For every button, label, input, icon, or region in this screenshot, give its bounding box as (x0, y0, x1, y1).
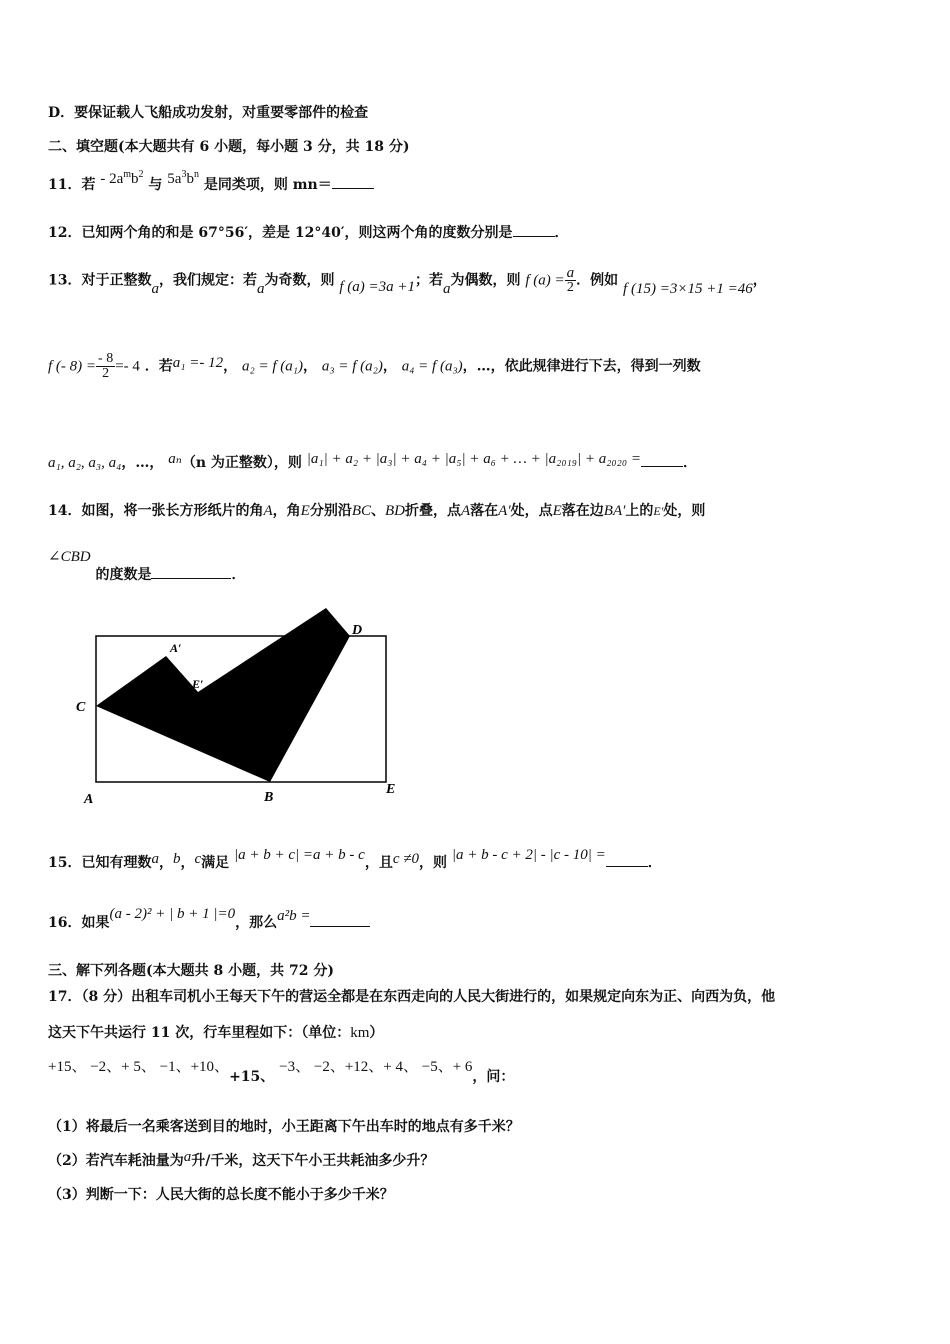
q17-data-a: +15、 −2、+ 5、 −1、+10、 (48, 1059, 230, 1075)
q15-text-b: 满足 (201, 855, 230, 871)
q13-text-f: ．例如 (576, 272, 619, 289)
q14-text-g: 落在边 (561, 503, 604, 519)
folding-figure (70, 600, 420, 805)
q14-BC: BC (351, 503, 371, 519)
q13-var-a-2: a (256, 280, 265, 297)
question-14-line-1 (48, 502, 705, 520)
q13-cond: （n 为正整数），则 (181, 455, 302, 471)
label-A: A (84, 792, 94, 805)
folded-region (96, 608, 350, 782)
question-15 (48, 847, 662, 872)
q14-text-line2: 的度数是 (95, 567, 152, 583)
question-17-sub-2 (48, 1149, 435, 1170)
q14-E-2: E (552, 503, 562, 519)
q12-end: ． (554, 225, 569, 241)
q13-comma: ， (752, 272, 767, 289)
q13-end: ． (682, 455, 697, 471)
q14-BAp: BA′ (603, 503, 626, 519)
q13-text-d: ；若 (415, 272, 444, 289)
question-17-line-2 (48, 1024, 383, 1042)
q17-data-c: −3、 −2、+12、+ 4、 −5、+ 6 (279, 1059, 473, 1075)
q15-condition-2: c ≠0 (392, 851, 419, 867)
q11-expr2: $5a^3b^n$ (167, 169, 199, 187)
q13-f-odd: f (a) =3a +1 (339, 278, 416, 295)
option-d: D．要保证载人飞船成功发射，对重要零部件的检查 (48, 105, 369, 121)
q15-sep-2: ， (180, 855, 195, 871)
q11-prefix: 11．若 (48, 177, 96, 193)
q14-text-i: 处，则 (663, 503, 706, 519)
q11-with: 与 (148, 177, 163, 193)
q16-answer-blank[interactable] (310, 912, 370, 927)
question-11 (48, 169, 374, 194)
q17-text-line2: 这天下午共运行 11 次，行车里程如下：（单位： (48, 1025, 351, 1041)
section-3-heading: 三、解下列各题(本大题共 8 小题，共 72 分) (48, 963, 334, 979)
q17-unit: km (350, 1025, 370, 1041)
q13-fraction-2: $\frac{- 8}{2}$ (98, 351, 114, 381)
q13-text-c: 为奇数，则 (264, 272, 335, 289)
q13-fraction: $\frac{a}{2}$ (566, 265, 575, 295)
question-14-line-2 (48, 549, 246, 583)
question-13-line-2: f (- 8) = $\frac{- 8}{2}$ =- 4 ．若a₁ =- 12， a₂ = f (a₁)， a₃ = f (a₂)， a₄ = f (a₃)，…，依此规律进行下去，得到一列数 (48, 351, 701, 381)
q15-answer-blank[interactable] (606, 852, 648, 867)
q16-expression-2: a²b = (277, 908, 311, 924)
q12-answer-blank[interactable] (513, 222, 555, 237)
q14-text-c: 分别沿 (309, 503, 352, 519)
q13-if: ．若 (144, 358, 173, 375)
q11-tail: 是同类项，则 mn＝ (203, 177, 332, 193)
section-2-heading: 二、填空题(本大题共有 6 小题，每小题 3 分，共 18 分) (48, 139, 410, 155)
q13-a4: a₄ = f (a₃) (401, 358, 463, 375)
q13-text-e: 为偶数，则 (450, 272, 521, 289)
question-17-line-1: 17．（8 分）出租车司机小王每天下午的营运全都是在东西走向的人民大街进行的，如果规定向东为正、向西为负，他 (48, 989, 776, 1005)
q14-E: E (300, 503, 310, 519)
q13-text-b: ，我们规定：若 (158, 272, 257, 289)
q13-var-a-3: a (443, 280, 451, 297)
label-A-prime: A′ (170, 641, 182, 655)
q13-an: aₙ (168, 451, 182, 467)
q11-expr1: - $2a^mb^2$ (100, 169, 144, 187)
q14-angle: ∠CBD (48, 549, 91, 565)
q13-sum: |a₁| + a₂ + |a₃| + a₄ + |a₅| + a₆ + … + |a₂₀₁₉| + a₂₀₂₀ = (306, 451, 641, 467)
q14-A-2: A (461, 503, 471, 519)
q17-sub2-text-a: （2）若汽车耗油量为 (48, 1153, 184, 1169)
q15-c: c (194, 851, 202, 867)
q15-text-d: ，则 (418, 855, 447, 871)
q14-text-f: 处，点 (510, 503, 553, 519)
q15-expression: |a + b - c + 2| - |c - 10| = (451, 847, 606, 863)
q13-var-a: a (151, 280, 159, 297)
q13-text-a: 13．对于正整数 (48, 272, 152, 289)
q13-example: f (15) =3×15 +1 =46 (623, 280, 753, 297)
q17-sub2-var: a (183, 1149, 192, 1165)
q17-data-b: +15、 (229, 1069, 275, 1085)
q14-text-e: 落在 (470, 503, 499, 519)
q17-data-end: ，问： (472, 1069, 515, 1085)
q15-text-a: 15．已知有理数 (48, 855, 152, 871)
label-C: C (76, 700, 86, 715)
q14-text-b: ，角 (272, 503, 301, 519)
q15-text-c: ，且 (364, 855, 393, 871)
q13-f-minus8: f (- 8) = (48, 358, 97, 375)
label-B: B (264, 790, 274, 805)
q13-f-even: f (a) = (525, 272, 565, 289)
q14-Ep: E′ (653, 504, 664, 518)
q15-b: b (172, 851, 181, 867)
q13-answer-blank[interactable] (641, 452, 683, 467)
label-D: D (352, 623, 363, 638)
q14-dun: 、 (371, 503, 385, 519)
q17-sub2-text-b: 升/千米，这天下午小王共耗油多少升？ (191, 1153, 435, 1169)
q13-a3: a₃ = f (a₂) (321, 358, 383, 375)
q13-a2: a₂ = f (a₁) (242, 358, 303, 375)
question-12 (48, 222, 569, 242)
q13-a1: a₁ =- 12 (172, 354, 224, 371)
q14-text-d: 折叠，点 (405, 503, 461, 519)
question-17-sub-3: （3）判断一下：人民大街的总长度不能小于多少千米？ (48, 1187, 394, 1203)
q16-expression: (a - 2)² + | b + 1 |=0 (109, 906, 236, 922)
q14-text-a: 14．如图，将一张长方形纸片的角 (48, 503, 264, 519)
q15-sep-1: ， (158, 855, 173, 871)
question-17-data (48, 1058, 515, 1085)
label-E-prime: E′ (192, 677, 204, 691)
question-13-line-1 (48, 266, 767, 295)
q14-A: A (263, 503, 273, 519)
q14-text-h: 上的 (625, 503, 654, 519)
question-13-line-3 (48, 452, 697, 472)
q15-condition: |a + b + c| =a + b - c (234, 847, 365, 863)
q14-Ap: A′ (498, 503, 511, 519)
q16-text-b: ，那么 (235, 915, 278, 931)
q14-BD: BD (385, 503, 405, 519)
q11-answer-blank[interactable] (332, 174, 374, 189)
q15-end: ． (647, 855, 662, 871)
q17-line2-end: ） (369, 1025, 384, 1041)
q15-a: a (151, 851, 159, 867)
q13-line2-tail: ，…，依此规律进行下去，得到一列数 (462, 358, 701, 375)
q13-eq: =- 4 (115, 358, 140, 375)
q13-seq: a₁, a₂, a₃, a₄ (48, 455, 122, 471)
question-16 (48, 906, 370, 932)
label-E: E (386, 782, 396, 797)
q14-answer-blank[interactable] (151, 564, 231, 579)
q16-text-a: 16．如果 (48, 915, 110, 931)
q14-end: ． (231, 567, 246, 583)
q12-text: 12．已知两个角的和是 67°56′，差是 12°40′，则这两个角的度数分别是 (48, 225, 513, 241)
q13-dots: ，…， (121, 455, 164, 471)
question-17-sub-1: （1）将最后一名乘客送到目的地时，小王距离下午出车时的地点有多千米？ (48, 1119, 520, 1135)
